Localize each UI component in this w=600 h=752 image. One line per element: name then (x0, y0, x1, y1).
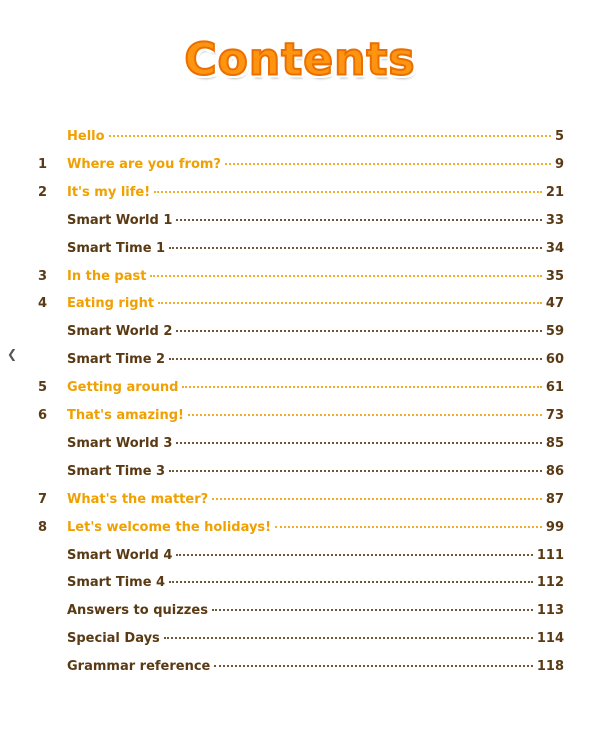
toc-entry-page: 112 (536, 575, 564, 591)
toc-entry-page: 47 (545, 296, 564, 312)
toc-entry[interactable] (38, 548, 564, 570)
toc-entry-number: 3 (38, 268, 48, 284)
dot-leader (169, 581, 533, 583)
toc-entry[interactable] (38, 492, 564, 514)
dot-leader (182, 386, 542, 388)
toc-entry-page: 118 (536, 659, 564, 675)
toc-entry-number: 5 (38, 380, 48, 396)
toc-entry-label: Special Days (67, 631, 160, 647)
toc-entry-page: 87 (545, 491, 564, 507)
toc-entry-page: 111 (536, 547, 564, 563)
dot-leader (158, 302, 542, 304)
toc-entry-number: 2 (38, 184, 48, 200)
toc-entry-label: In the past (67, 268, 147, 284)
dot-leader (176, 330, 542, 332)
dot-leader (214, 665, 532, 667)
toc-entry[interactable] (38, 296, 564, 318)
toc-entry-label: Grammar reference (67, 659, 211, 675)
dot-leader (212, 498, 542, 500)
toc-entry-number: 8 (38, 519, 48, 535)
toc-entry[interactable] (38, 241, 564, 263)
toc-entry[interactable] (38, 324, 564, 346)
toc-entry-label: Eating right (67, 296, 155, 312)
toc-entry-label: Smart Time 4 (67, 575, 166, 591)
dot-leader (176, 442, 542, 444)
toc-entry-label: It's my life! (67, 184, 151, 200)
toc-entry[interactable] (38, 659, 564, 681)
dot-leader (169, 247, 542, 249)
toc-entry[interactable] (38, 408, 564, 430)
toc-entry-page: 85 (545, 435, 564, 451)
toc-entry-label: Hello (67, 129, 105, 144)
toc-entry-page: 21 (545, 184, 564, 200)
toc-entry[interactable] (38, 352, 564, 374)
toc-entry-number: 1 (38, 156, 48, 172)
toc-entry-label: What's the matter? (67, 491, 209, 507)
toc-entry-page: 86 (545, 463, 564, 479)
toc-entry[interactable] (38, 157, 564, 179)
toc-entry-label: That's amazing! (67, 408, 184, 423)
dot-leader (212, 609, 533, 611)
toc-entry[interactable] (38, 575, 564, 597)
toc-entry-label: Let's welcome the holidays! (67, 519, 272, 535)
toc-entry-page: 61 (545, 380, 564, 396)
dot-leader (176, 554, 532, 556)
chevron-left-icon[interactable]: ❮ (6, 347, 18, 361)
toc-entry-number: 7 (38, 491, 48, 507)
dot-leader (154, 191, 542, 193)
toc-entry-label: Smart Time 1 (67, 240, 166, 256)
toc-entry[interactable] (38, 603, 564, 625)
dot-leader (176, 219, 542, 221)
toc-entry-label: Smart Time 3 (67, 463, 166, 479)
toc-entry-page: 114 (536, 631, 564, 647)
dot-leader (164, 637, 533, 639)
dot-leader (109, 135, 551, 137)
toc-entry[interactable] (38, 464, 564, 486)
toc-entry-label: Smart World 1 (67, 212, 173, 228)
toc-entry-page: 73 (545, 408, 564, 423)
toc-entry[interactable] (38, 631, 564, 653)
toc-entry-label: Smart World 2 (67, 324, 173, 340)
dot-leader (169, 470, 542, 472)
dot-leader (150, 275, 541, 277)
toc-entry-label: Where are you from? (67, 156, 221, 172)
toc-entry[interactable] (38, 129, 564, 151)
toc-entry[interactable] (38, 520, 564, 542)
toc-entry-page: 5 (554, 129, 564, 144)
toc-entry[interactable] (38, 380, 564, 402)
dot-leader (169, 358, 542, 360)
toc-entry-label: Smart World 3 (67, 435, 173, 451)
toc-entry-number: 4 (38, 296, 48, 312)
toc-entry-page: 113 (536, 603, 564, 619)
toc-entry-page: 9 (554, 156, 564, 172)
toc-entry-page: 34 (545, 240, 564, 256)
toc-entry-page: 35 (545, 268, 564, 284)
toc-entry-number: 6 (38, 408, 48, 423)
toc-entry-page: 60 (545, 352, 564, 368)
toc-entry-label: Smart World 4 (67, 547, 173, 563)
toc-entry[interactable] (38, 269, 564, 291)
toc-entry[interactable] (38, 213, 564, 235)
toc-entry-page: 33 (545, 212, 564, 228)
toc-entry-label: Smart Time 2 (67, 352, 166, 368)
dot-leader (225, 163, 551, 165)
dot-leader (188, 414, 542, 416)
toc-entry[interactable] (38, 185, 564, 207)
dot-leader (275, 526, 542, 528)
page-title: Contents (184, 33, 416, 86)
toc-entry-page: 99 (545, 519, 564, 535)
toc-entry-label: Answers to quizzes (67, 603, 208, 619)
toc-entry[interactable] (38, 436, 564, 458)
toc-entry-label: Getting around (67, 380, 179, 396)
toc-entry-page: 59 (545, 324, 564, 340)
